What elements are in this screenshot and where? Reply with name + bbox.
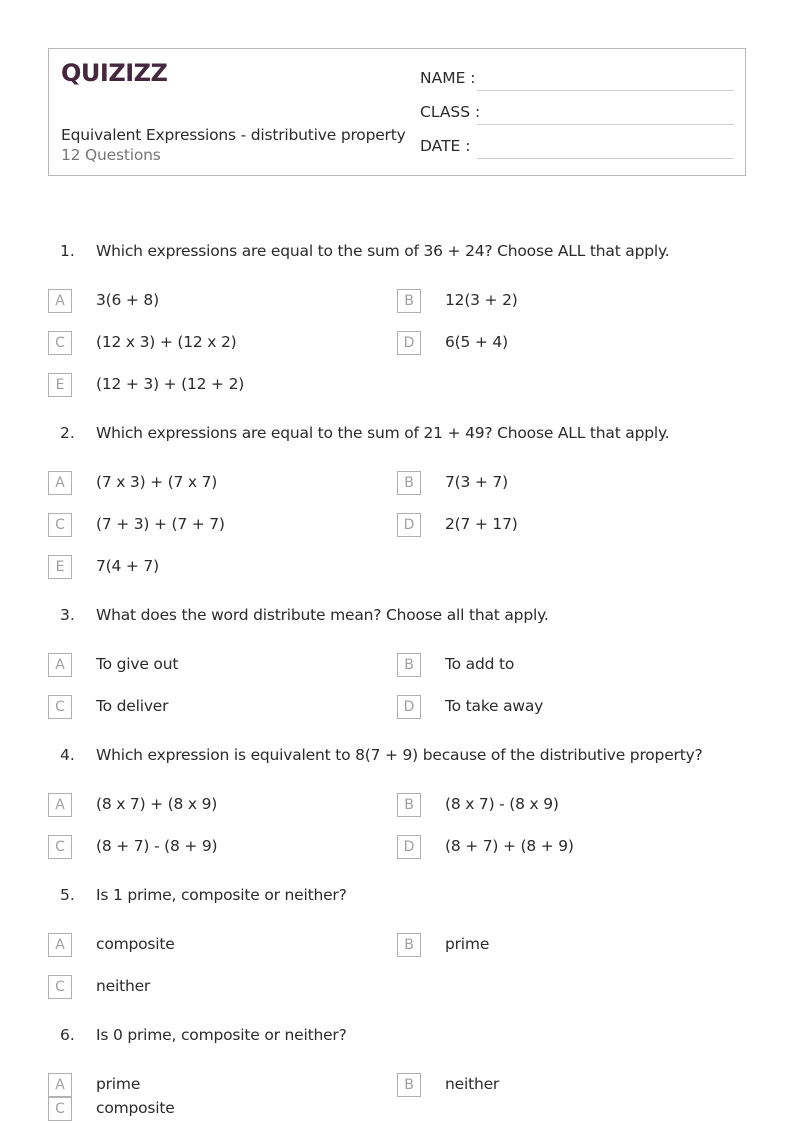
option-text: 2(7 + 17): [445, 515, 518, 533]
option-letter-box[interactable]: A: [48, 933, 72, 957]
option-letter-box[interactable]: C: [48, 695, 72, 719]
option-text: composite: [96, 935, 175, 953]
option-letter-box[interactable]: D: [397, 695, 421, 719]
option-text: (7 x 3) + (7 x 7): [96, 473, 218, 491]
worksheet-title: Equivalent Expressions - distributive property: [61, 126, 406, 144]
class-field[interactable]: [420, 101, 734, 125]
date-label: DATE :: [420, 137, 471, 155]
option-text: 12(3 + 2): [445, 291, 518, 309]
q3-option-a[interactable]: [48, 653, 378, 677]
option-letter-box[interactable]: C: [48, 835, 72, 859]
option-text: prime: [96, 1075, 141, 1093]
option-text: 7(3 + 7): [445, 473, 508, 491]
option-letter-box[interactable]: C: [48, 1097, 72, 1121]
option-text: To take away: [445, 697, 544, 715]
option-text: composite: [96, 1099, 175, 1117]
q3-option-d[interactable]: [397, 695, 727, 719]
option-text: To give out: [96, 655, 179, 673]
option-letter-box[interactable]: D: [397, 331, 421, 355]
option-text: (8 + 7) + (8 + 9): [445, 837, 574, 855]
option-text: neither: [96, 977, 151, 995]
option-text: 3(6 + 8): [96, 291, 159, 309]
q6-option-a[interactable]: [48, 1073, 378, 1097]
option-letter-box[interactable]: C: [48, 513, 72, 537]
class-line[interactable]: [477, 124, 734, 125]
option-text: (8 + 7) - (8 + 9): [96, 837, 218, 855]
option-letter-box[interactable]: E: [48, 373, 72, 397]
q4-option-b[interactable]: [397, 793, 727, 817]
option-text: (12 x 3) + (12 x 2): [96, 333, 237, 351]
q4-option-a[interactable]: [48, 793, 378, 817]
option-text: (7 + 3) + (7 + 7): [96, 515, 225, 533]
option-text: To add to: [445, 655, 515, 673]
question-number: 2.: [60, 424, 75, 442]
question-text: What does the word distribute mean? Choose all that apply.: [96, 606, 549, 624]
question-text: Which expressions are equal to the sum of 21 + 49? Choose ALL that apply.: [96, 424, 670, 442]
option-letter-box[interactable]: B: [397, 289, 421, 313]
q2-option-e[interactable]: [48, 555, 378, 579]
question-text: Which expression is equivalent to 8(7 + 9) because of the distributive property?: [96, 746, 703, 764]
q5-option-a[interactable]: [48, 933, 378, 957]
option-text: (12 + 3) + (12 + 2): [96, 375, 245, 393]
option-letter-box[interactable]: D: [397, 513, 421, 537]
name-label: NAME :: [420, 69, 476, 87]
date-field[interactable]: [420, 135, 734, 159]
name-field[interactable]: [420, 67, 734, 91]
q1-option-e[interactable]: [48, 373, 378, 397]
q1-option-b[interactable]: [397, 289, 727, 313]
q2-option-c[interactable]: [48, 513, 378, 537]
question-number: 4.: [60, 746, 75, 764]
option-letter-box[interactable]: B: [397, 471, 421, 495]
option-letter-box[interactable]: B: [397, 653, 421, 677]
option-letter-box[interactable]: A: [48, 793, 72, 817]
option-text: (8 x 7) - (8 x 9): [445, 795, 559, 813]
q3-option-b[interactable]: [397, 653, 727, 677]
option-text: neither: [445, 1075, 500, 1093]
q2-option-b[interactable]: [397, 471, 727, 495]
question-number: 6.: [60, 1026, 75, 1044]
quizizz-logo: QUIZIZZ: [61, 59, 168, 87]
q4-option-d[interactable]: [397, 835, 727, 859]
option-text: To deliver: [96, 697, 169, 715]
option-letter-box[interactable]: C: [48, 331, 72, 355]
option-letter-box[interactable]: B: [397, 1073, 421, 1097]
q4-option-c[interactable]: [48, 835, 378, 859]
question-number: 5.: [60, 886, 75, 904]
option-letter-box[interactable]: B: [397, 793, 421, 817]
option-text: (8 x 7) + (8 x 9): [96, 795, 218, 813]
q1-option-c[interactable]: [48, 331, 378, 355]
option-letter-box[interactable]: E: [48, 555, 72, 579]
option-text: prime: [445, 935, 490, 953]
option-letter-box[interactable]: D: [397, 835, 421, 859]
option-letter-box[interactable]: A: [48, 653, 72, 677]
question-text: Is 1 prime, composite or neither?: [96, 886, 347, 904]
question-count: 12 Questions: [61, 146, 161, 164]
option-letter-box[interactable]: A: [48, 289, 72, 313]
option-text: 7(4 + 7): [96, 557, 159, 575]
worksheet-header: [48, 48, 746, 176]
option-letter-box[interactable]: B: [397, 933, 421, 957]
question-number: 3.: [60, 606, 75, 624]
name-line[interactable]: [477, 90, 734, 91]
option-letter-box[interactable]: A: [48, 471, 72, 495]
question-text: Which expressions are equal to the sum of 36 + 24? Choose ALL that apply.: [96, 242, 670, 260]
q6-option-b[interactable]: [397, 1073, 727, 1097]
class-label: CLASS :: [420, 103, 481, 121]
q1-option-a[interactable]: [48, 289, 378, 313]
q5-option-c[interactable]: [48, 975, 378, 999]
date-line[interactable]: [477, 158, 734, 159]
option-letter-box[interactable]: C: [48, 975, 72, 999]
question-number: 1.: [60, 242, 75, 260]
q2-option-d[interactable]: [397, 513, 727, 537]
q2-option-a[interactable]: [48, 471, 378, 495]
option-text: 6(5 + 4): [445, 333, 508, 351]
option-letter-box[interactable]: A: [48, 1073, 72, 1097]
q1-option-d[interactable]: [397, 331, 727, 355]
q3-option-c[interactable]: [48, 695, 378, 719]
question-text: Is 0 prime, composite or neither?: [96, 1026, 347, 1044]
q5-option-b[interactable]: [397, 933, 727, 957]
q6-option-c[interactable]: [48, 1097, 378, 1121]
